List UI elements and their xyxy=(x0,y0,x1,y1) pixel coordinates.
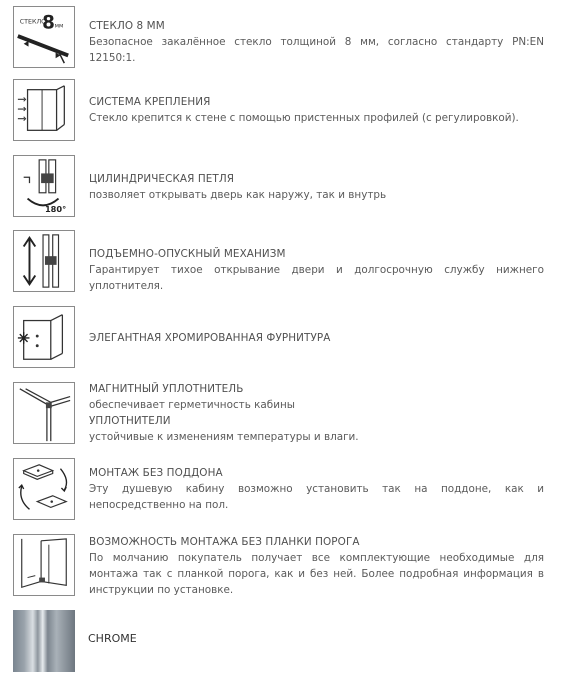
finish-label: CHROME xyxy=(88,632,137,645)
hinge-degrees: 180° xyxy=(44,204,67,215)
mounting-system-icon xyxy=(13,79,75,141)
feature-title: ПОДЪЕМНО-ОПУСКНЫЙ МЕХАНИЗМ xyxy=(89,248,286,260)
feature-title: ЭЛЕГАНТНАЯ ХРОМИРОВАННАЯ ФУРНИТУРА xyxy=(89,332,331,344)
glass-badge-text: СТЕКЛО xyxy=(19,18,47,26)
feature-description: устойчивые к изменениям температуры и влаги. xyxy=(89,431,359,443)
chrome-fittings-icon xyxy=(13,306,75,368)
feature-description: По молчанию покупатель получает все комплектующие необходимые для монтажа так с планкой порога, как и без ней. Более подробная информация в инструкции по установке. xyxy=(89,552,544,596)
feature-description: Эту душевую кабину возможно установить так на поддоне, как и непосредственно на пол. xyxy=(89,483,544,511)
lift-mechanism-icon xyxy=(13,230,75,292)
feature-title: ВОЗМОЖНОСТЬ МОНТАЖА БЕЗ ПЛАНКИ ПОРОГА xyxy=(89,536,360,548)
cylindrical-hinge-icon xyxy=(13,155,75,217)
feature-title: МОНТАЖ БЕЗ ПОДДОНА xyxy=(89,467,223,479)
feature-description: позволяет открывать дверь как наружу, так и внутрь xyxy=(89,189,387,201)
chrome-swatch xyxy=(13,610,75,672)
feature-description: Стекло крепится к стене с помощью пристенных профилей (с регулировкой). xyxy=(89,112,519,124)
feature-title: СИСТЕМА КРЕПЛЕНИЯ xyxy=(89,96,211,108)
glass-badge-unit: мм xyxy=(54,23,64,30)
feature-title: СТЕКЛО 8 ММ xyxy=(89,20,165,32)
magnetic-seal-icon xyxy=(13,382,75,444)
no-threshold-mounting-icon xyxy=(13,534,75,596)
glass-thickness-icon xyxy=(13,6,75,68)
feature-title: ЦИЛИНДРИЧЕСКАЯ ПЕТЛЯ xyxy=(89,173,235,185)
feature-description: Безопасное закалённое стекло толщиной 8 мм, согласно стандарту PN:EN 12150:1. xyxy=(89,36,544,64)
no-tray-mounting-icon xyxy=(13,458,75,520)
feature-subtitle: УПЛОТНИТЕЛИ xyxy=(89,415,171,427)
glass-badge-number: 8 xyxy=(42,12,55,34)
feature-description: Гарантирует тихое открывание двери и долгосрочную службу нижнего уплотнителя. xyxy=(89,264,544,292)
feature-description: обеспечивает герметичность кабины xyxy=(89,399,295,411)
feature-title: МАГНИТНЫЙ УПЛОТНИТЕЛЬ xyxy=(89,383,244,395)
